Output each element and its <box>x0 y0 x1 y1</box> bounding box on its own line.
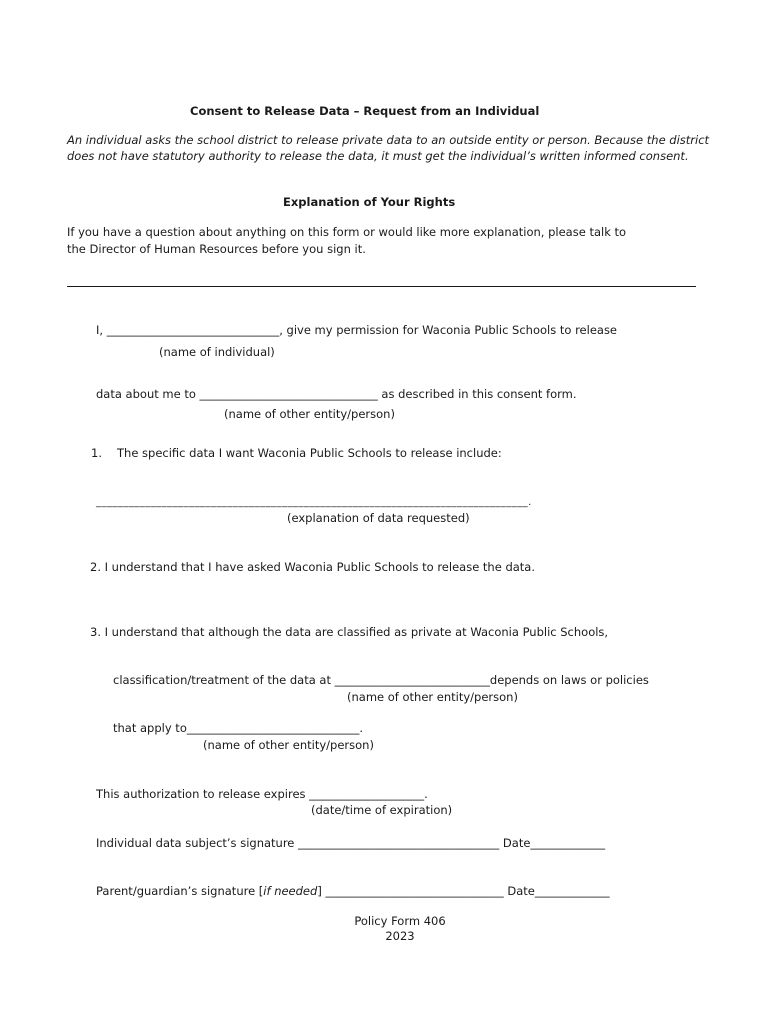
footer-year: 2023 <box>385 929 415 943</box>
entity-caption-3: (name of other entity/person) <box>203 738 374 752</box>
apply-to-line: that apply to______________________________. <box>113 721 364 735</box>
divider-rule <box>67 286 696 287</box>
item-2: 2. I understand that I have asked Waconia Public Schools to release the data. <box>90 560 536 574</box>
parent-signature-line <box>96 884 610 899</box>
expires-line: This authorization to release expires ____________________. <box>96 787 428 801</box>
rights-heading: Explanation of Your Rights <box>283 195 456 209</box>
parent-signature-if-needed: if needed <box>263 884 318 898</box>
entity-caption-1: (name of other entity/person) <box>224 407 395 421</box>
form-title: Consent to Release Data – Request from an Individual <box>190 104 540 118</box>
intro-line-1: An individual asks the school district to release private data to an outside entity or person. Because the district <box>67 133 710 147</box>
parent-signature-prefix: Parent/guardian’s signature [ <box>96 884 264 898</box>
data-requested-blank: _______________________________________________________________________________. <box>96 497 532 508</box>
rights-line-2: the Director of Human Resources before you sign it. <box>67 242 366 256</box>
item-1-text: The specific data I want Waconia Public Schools to release include: <box>117 446 502 460</box>
expiration-caption: (date/time of expiration) <box>311 803 453 817</box>
footer-policy-form: Policy Form 406 <box>354 914 446 928</box>
data-requested-caption: (explanation of data requested) <box>287 511 470 525</box>
subject-signature-line: Individual data subject’s signature ___________________________________ Date_____________ <box>96 836 606 850</box>
classification-line: classification/treatment of the data at ___________________________depends on laws or policies <box>113 673 649 687</box>
item-1-number: 1. <box>91 446 102 460</box>
data-about-me-line: data about me to _______________________________ as described in this consent form. <box>96 387 577 401</box>
parent-signature-suffix: ] _______________________________ Date_____________ <box>317 884 610 898</box>
intro-line-2: does not have statutory authority to release the data, it must get the individual’s written informed consent. <box>67 149 689 163</box>
name-of-individual-caption: (name of individual) <box>159 345 275 359</box>
rights-line-1: If you have a question about anything on this form or would like more explanation, please talk to <box>67 225 627 239</box>
permission-line: I, ______________________________, give my permission for Waconia Public Schools to release <box>96 323 618 337</box>
item-3: 3. I understand that although the data are classified as private at Waconia Public Schools, <box>90 625 609 639</box>
entity-caption-2: (name of other entity/person) <box>347 690 518 704</box>
